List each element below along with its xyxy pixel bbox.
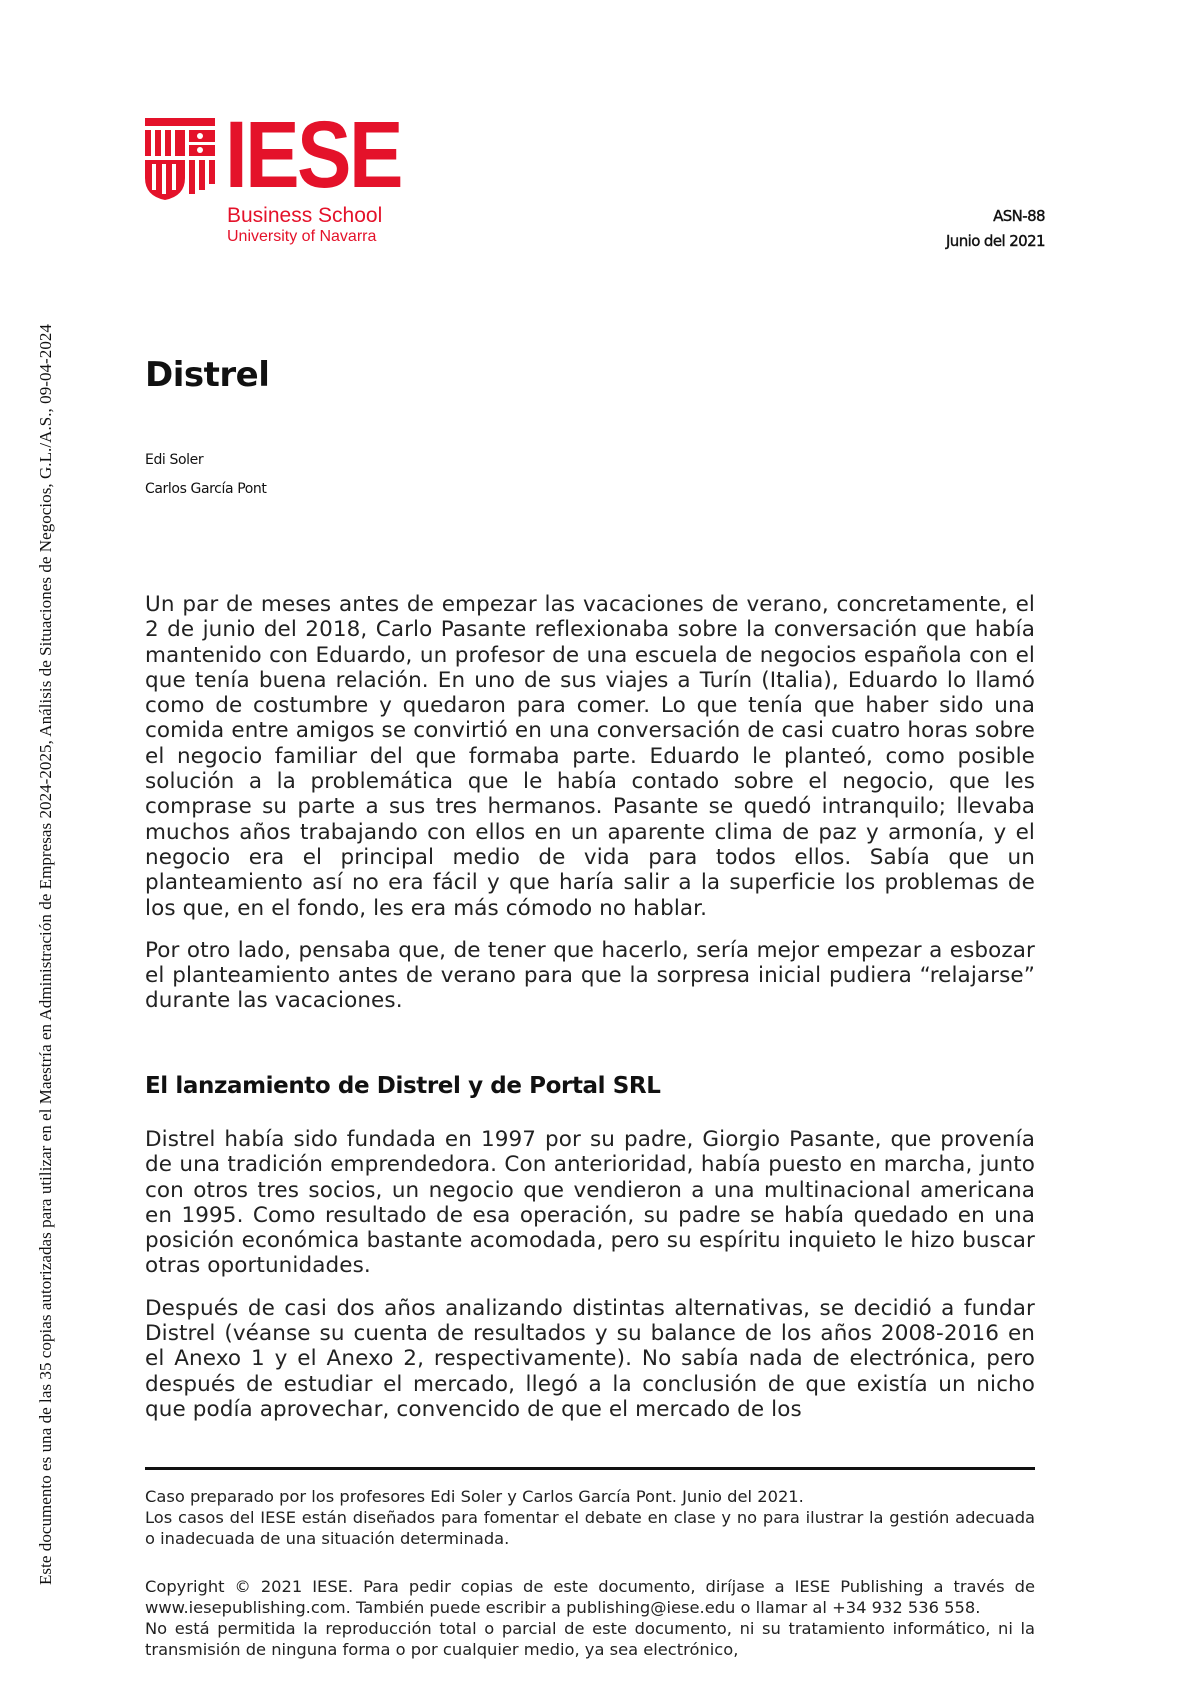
paragraph: Después de casi dos años analizando distintas alternativas, se decidió a fundar Distrel (véanse su cuenta de resultados y su balance de los años 2008-2016 en el Anexo 1 y el Anexo 2, respectivamente). No sabía nada de electrónica, pero después de estudiar el mercado, llegó a la conclusión de que existía un nicho que podía aprovechar, convencido de que el mercado de los (145, 1295, 1035, 1422)
paragraph: Por otro lado, pensaba que, de tener que hacerlo, sería mejor empezar a esbozar el planteamiento antes de verano para que la sorpresa inicial pudiera “relajarse” durante las vacaciones. (145, 937, 1035, 1014)
intro-text (145, 592, 1035, 1031)
logo-university: University of Navarra (227, 228, 377, 245)
copy-license-watermark: Este documento es una de las 35 copias autorizadas para utilizar en el Maestría en Administración de Empresas 2024-2025, Análisis de Situaciones de Negocios, G.L./A.S., 09-04-2024 (36, 324, 55, 1585)
iese-shield-icon (145, 118, 215, 200)
logo-business-school: Business School (227, 204, 383, 227)
logo-wordmark: IESE (225, 102, 401, 208)
author-2: Carlos García Pont (145, 481, 267, 497)
footnote-restriction: No está permitida la reproducción total o parcial de este documento, ni su tratamiento informático, ni la transmisión de ninguna forma o por cualquier medio, ya sea electrónico, (145, 1619, 1035, 1659)
footnote-prepared: Caso preparado por los profesores Edi Soler y Carlos García Pont. Junio del 2021. (145, 1487, 804, 1506)
paragraph: Un par de meses antes de empezar las vacaciones de verano, concretamente, el 2 de junio del 2018, Carlo Pasante reflexionaba sobre la conversación que había mantenido con Eduardo, un profesor de una escuela de negocios española con el que tenía buena relación. En uno de sus viajes a Turín (Italia), Eduardo lo llamó como de costumbre y quedaron para comer. Lo que tenía que haber sido una comida entre amigos se convirtió en una conversación de casi cuatro horas sobre el negocio familiar del que formaba parte. Eduardo le planteó, como posible solución a la problemática que le había contado sobre el negocio, que les comprase su parte a sus tres hermanos. Pasante se quedó intranquilo; llevaba muchos años trabajando con ellos en un aparente clima de paz y armonía, y el negocio era el principal medio de vida para todos ellos. Sabía que un planteamiento así no era fácil y que haría salir a la superficie los problemas de los que, en el fondo, les era más cómodo no hablar. (145, 592, 1035, 921)
section-heading: El lanzamiento de Distrel y de Portal SRL (145, 1073, 661, 1099)
author-1: Edi Soler (145, 452, 204, 468)
footnote-copyright-text: Copyright © 2021 IESE. Para pedir copias de este documento, diríjase a IESE Publishing a través de www.iesepublishing.com. También puede escribir a publishing@iese.edu o llamar al +34 932 536 558. (145, 1577, 1035, 1617)
case-code: ASN-88 (993, 207, 1045, 225)
iese-logo (145, 102, 401, 248)
document-reference (946, 204, 1045, 254)
footnote-copyright (145, 1576, 1035, 1660)
section-text (145, 1127, 1035, 1439)
footnote-purpose: Los casos del IESE están diseñados para fomentar el debate en clase y no para ilustrar la gestión adecuada o inadecuada de una situación determinada. (145, 1508, 1035, 1548)
footnote-case-info (145, 1486, 1035, 1549)
paragraph: Distrel había sido fundada en 1997 por su padre, Giorgio Pasante, que provenía de una tradición emprendedora. Con anterioridad, había puesto en marcha, junto con otros tres socios, un negocio que vendieron a una multinacional americana en 1995. Como resultado de esa operación, su padre se había quedado en una posición económica bastante acomodada, pero su espíritu inquieto le hizo buscar otras oportunidades. (145, 1127, 1035, 1279)
footnote-divider (145, 1467, 1035, 1470)
document-title: Distrel (145, 355, 270, 395)
case-date: Junio del 2021 (945, 232, 1045, 250)
